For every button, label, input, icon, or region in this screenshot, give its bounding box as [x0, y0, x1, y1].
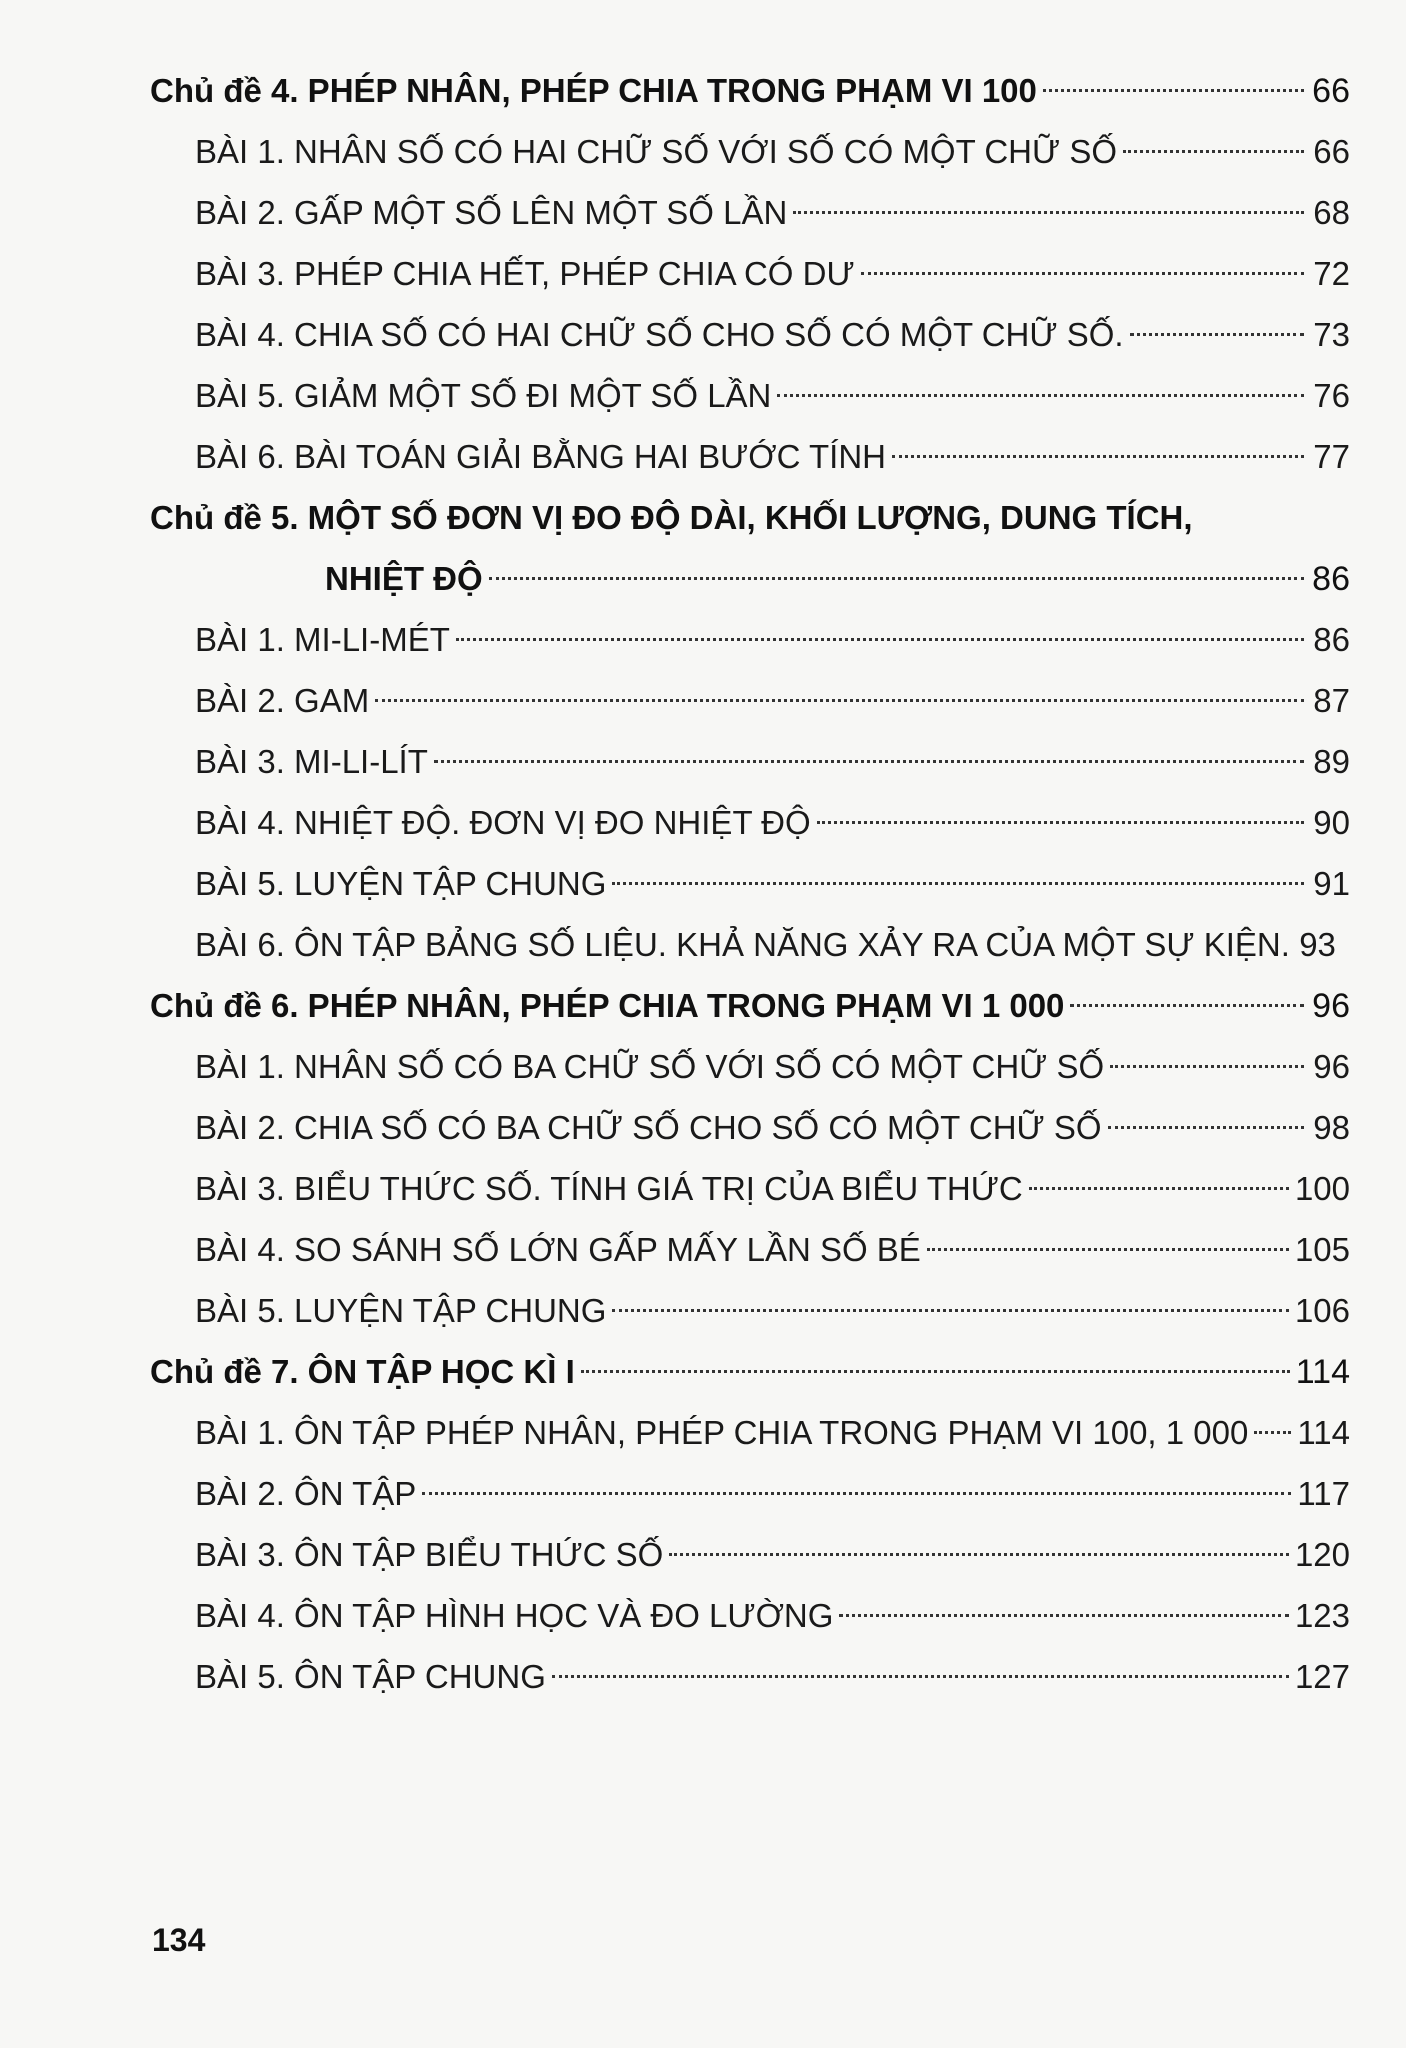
toc-page-number: 66 [1313, 133, 1350, 170]
toc-lesson[interactable] [150, 243, 1350, 304]
toc-page-number: 68 [1313, 194, 1350, 231]
dot-leader [1110, 1065, 1304, 1068]
toc-topic[interactable] [150, 975, 1350, 1036]
toc-lesson[interactable] [150, 670, 1350, 731]
toc-topic-title: Chủ đề 5. MỘT SỐ ĐƠN VỊ ĐO ĐỘ DÀI, KHỐI LƯỢNG, DUNG TÍCH, [150, 499, 1193, 536]
dot-leader [456, 638, 1304, 641]
dot-leader [669, 1553, 1289, 1556]
toc-lesson[interactable] [150, 304, 1350, 365]
toc-page-number: 72 [1313, 255, 1350, 292]
toc-lesson-title: BÀI 5. LUYỆN TẬP CHUNG [195, 1292, 607, 1329]
toc-lesson-title: BÀI 3. MI-LI-LÍT [195, 743, 428, 780]
toc-lesson[interactable] [150, 1036, 1350, 1097]
toc-page-number: 123 [1294, 1597, 1350, 1634]
dot-leader [1043, 89, 1304, 92]
dot-leader [1029, 1187, 1289, 1190]
toc-lesson-title: BÀI 4. CHIA SỐ CÓ HAI CHỮ SỐ CHO SỐ CÓ MỘT CHỮ SỐ. [195, 316, 1124, 353]
toc-lesson-title: BÀI 2. GẤP MỘT SỐ LÊN MỘT SỐ LẦN [195, 194, 788, 231]
toc-topic-title: Chủ đề 4. PHÉP NHÂN, PHÉP CHIA TRONG PHẠM VI 100 [150, 72, 1037, 109]
dot-leader [375, 699, 1304, 702]
toc-page-number: 90 [1313, 804, 1350, 841]
toc-lesson[interactable] [150, 426, 1350, 487]
toc-lesson-title: BÀI 1. MI-LI-MÉT [195, 621, 450, 658]
dot-leader [793, 211, 1304, 214]
dot-leader [1254, 1431, 1291, 1434]
toc-lesson-title: BÀI 2. CHIA SỐ CÓ BA CHỮ SỐ CHO SỐ CÓ MỘT CHỮ SỐ [195, 1109, 1102, 1146]
toc-page-number: 120 [1294, 1536, 1350, 1573]
toc-page-number: 105 [1294, 1231, 1350, 1268]
toc-lesson[interactable] [150, 853, 1350, 914]
toc-page-number: 86 [1312, 560, 1350, 598]
toc-page-number: 73 [1313, 316, 1350, 353]
table-of-contents [150, 60, 1350, 1707]
toc-lesson-title: BÀI 3. BIỂU THỨC SỐ. TÍNH GIÁ TRỊ CỦA BIỂU THỨC [195, 1170, 1023, 1207]
toc-lesson-title: BÀI 1. NHÂN SỐ CÓ BA CHỮ SỐ VỚI SỐ CÓ MỘT CHỮ SỐ [195, 1048, 1105, 1085]
toc-lesson[interactable] [150, 1585, 1350, 1646]
toc-page-number: 87 [1313, 682, 1350, 719]
toc-page-number: 76 [1313, 377, 1350, 414]
toc-topic[interactable] [150, 60, 1350, 121]
dot-leader [489, 577, 1304, 580]
toc-lesson-title: BÀI 2. ÔN TẬP [195, 1475, 417, 1512]
toc-page-number: 117 [1297, 1475, 1350, 1512]
dot-leader [927, 1248, 1289, 1251]
toc-topic-title: Chủ đề 6. PHÉP NHÂN, PHÉP CHIA TRONG PHẠM VI 1 000 [150, 987, 1065, 1024]
dot-leader [422, 1492, 1291, 1495]
toc-lesson[interactable] [150, 1402, 1350, 1463]
toc-lesson[interactable] [150, 1219, 1350, 1280]
toc-lesson-title: BÀI 3. PHÉP CHIA HẾT, PHÉP CHIA CÓ DƯ [195, 255, 855, 292]
dot-leader [1123, 150, 1304, 153]
toc-page-number: 96 [1312, 987, 1350, 1025]
toc-lesson-title: BÀI 5. GIẢM MỘT SỐ ĐI MỘT SỐ LẦN [195, 377, 772, 414]
dot-leader [861, 272, 1304, 275]
toc-page-number: 91 [1313, 865, 1350, 902]
toc-lesson-title: BÀI 1. NHÂN SỐ CÓ HAI CHỮ SỐ VỚI SỐ CÓ MỘT CHỮ SỐ [195, 133, 1118, 170]
dot-leader [892, 455, 1304, 458]
toc-page-number: 114 [1295, 1353, 1350, 1391]
toc-page-number: 100 [1294, 1170, 1350, 1207]
toc-lesson-title: BÀI 4. ÔN TẬP HÌNH HỌC VÀ ĐO LƯỜNG [195, 1597, 834, 1634]
toc-topic[interactable] [150, 487, 1350, 609]
dot-leader [434, 760, 1304, 763]
toc-lesson[interactable] [150, 1097, 1350, 1158]
toc-lesson-title: BÀI 2. GAM [195, 682, 370, 719]
toc-page-number: 96 [1313, 1048, 1350, 1085]
toc-lesson-title: BÀI 5. ÔN TẬP CHUNG [195, 1658, 546, 1695]
dot-leader [1108, 1126, 1304, 1129]
toc-topic-title-continued: NHIỆT ĐỘ [325, 560, 483, 597]
dot-leader [817, 821, 1304, 824]
toc-lesson[interactable] [150, 609, 1350, 670]
toc-lesson-title: BÀI 6. BÀI TOÁN GIẢI BẰNG HAI BƯỚC TÍNH [195, 438, 886, 475]
toc-lesson[interactable] [150, 731, 1350, 792]
toc-page-number: 77 [1313, 438, 1350, 475]
toc-topic-title: Chủ đề 7. ÔN TẬP HỌC KÌ I [150, 1353, 575, 1390]
toc-page-number: 93 [1299, 926, 1336, 963]
toc-lesson[interactable] [150, 182, 1350, 243]
toc-page-number: 106 [1294, 1292, 1350, 1329]
dot-leader [612, 882, 1304, 885]
toc-lesson[interactable] [150, 1280, 1350, 1341]
toc-lesson[interactable] [150, 1524, 1350, 1585]
toc-page-number: 89 [1313, 743, 1350, 780]
toc-lesson-title: BÀI 1. ÔN TẬP PHÉP NHÂN, PHÉP CHIA TRONG PHẠM VI 100, 1 000 [195, 1414, 1249, 1451]
toc-lesson[interactable] [150, 121, 1350, 182]
dot-leader [1130, 333, 1304, 336]
toc-page-number: 66 [1312, 72, 1350, 110]
toc-lesson[interactable] [150, 1646, 1350, 1707]
toc-page-number: 86 [1313, 621, 1350, 658]
toc-page-number: 114 [1297, 1414, 1350, 1451]
dot-leader [581, 1370, 1290, 1373]
dot-leader [552, 1675, 1289, 1678]
toc-lesson[interactable] [150, 365, 1350, 426]
toc-lesson-title: BÀI 5. LUYỆN TẬP CHUNG [195, 865, 607, 902]
toc-lesson-title: BÀI 4. SO SÁNH SỐ LỚN GẤP MẤY LẦN SỐ BÉ [195, 1231, 921, 1268]
toc-lesson-title: BÀI 3. ÔN TẬP BIỂU THỨC SỐ [195, 1536, 664, 1573]
toc-lesson[interactable] [150, 914, 1350, 975]
dot-leader [612, 1309, 1289, 1312]
toc-lesson[interactable] [150, 792, 1350, 853]
dot-leader [777, 394, 1304, 397]
toc-topic[interactable] [150, 1341, 1350, 1402]
dot-leader [1070, 1004, 1304, 1007]
toc-lesson-title: BÀI 4. NHIỆT ĐỘ. ĐƠN VỊ ĐO NHIỆT ĐỘ [195, 804, 811, 841]
toc-page-number: 127 [1294, 1658, 1350, 1695]
footer-page-number: 134 [152, 1922, 206, 1958]
toc-lesson-title: BÀI 6. ÔN TẬP BẢNG SỐ LIỆU. KHẢ NĂNG XẢY RA CỦA MỘT SỰ KIỆN. [195, 926, 1290, 963]
toc-lesson[interactable] [150, 1158, 1350, 1219]
toc-page-number: 98 [1313, 1109, 1350, 1146]
toc-lesson[interactable] [150, 1463, 1350, 1524]
dot-leader [839, 1614, 1289, 1617]
